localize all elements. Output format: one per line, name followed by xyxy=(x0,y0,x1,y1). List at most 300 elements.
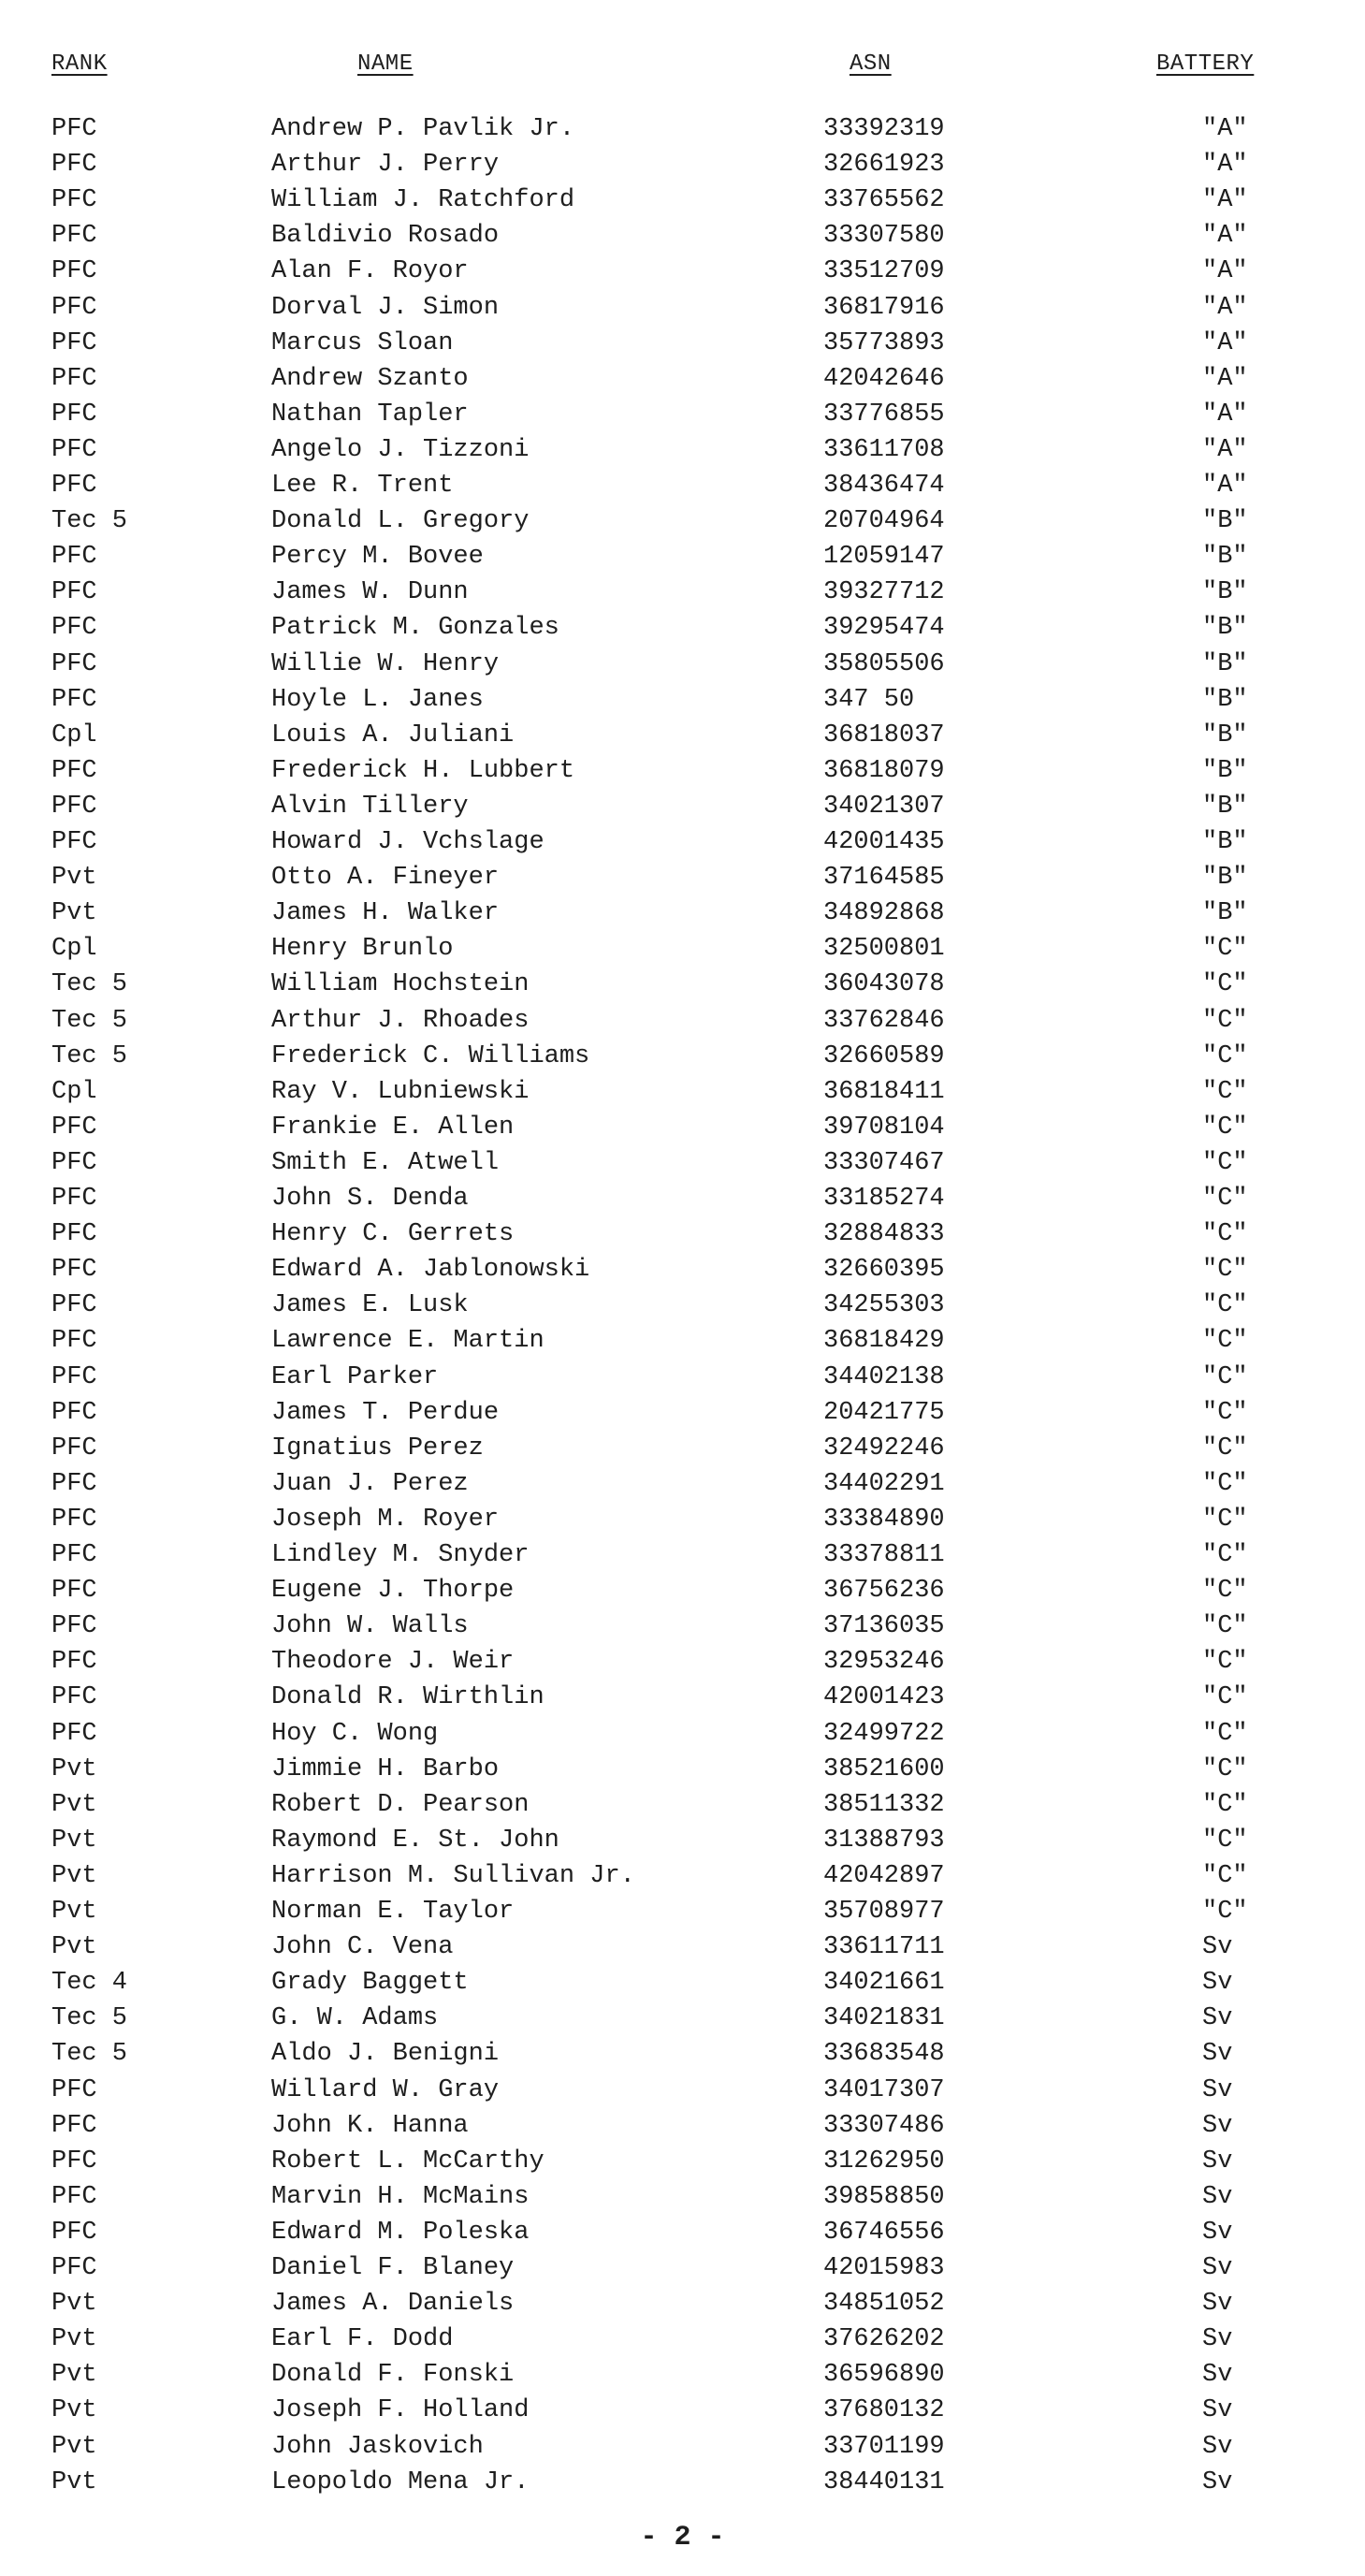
rank-cell: PFC xyxy=(51,328,97,357)
roster-row xyxy=(0,1253,1365,1287)
name-cell: Angelo J. Tizzoni xyxy=(271,435,530,464)
rank-cell: PFC xyxy=(51,1362,97,1391)
name-cell: John S. Denda xyxy=(271,1185,469,1213)
asn-cell: 32660589 xyxy=(823,1041,945,1070)
roster-row xyxy=(0,291,1365,325)
roster-row xyxy=(0,183,1365,217)
rank-cell: PFC xyxy=(51,2111,97,2140)
asn-cell: 36818037 xyxy=(823,720,945,750)
roster-row xyxy=(0,719,1365,752)
asn-cell: 36818411 xyxy=(823,1077,945,1106)
asn-cell: 36596890 xyxy=(823,2361,945,2390)
rank-cell: PFC xyxy=(51,2218,97,2247)
rank-cell: PFC xyxy=(51,1434,97,1463)
roster-row xyxy=(0,2180,1365,2214)
rank-cell: PFC xyxy=(51,400,97,429)
roster-row xyxy=(0,433,1365,467)
name-cell: Joseph M. Royer xyxy=(271,1505,500,1534)
asn-cell: 34021661 xyxy=(823,1969,945,1998)
header-battery: BATTERY xyxy=(1156,51,1255,77)
roster-row xyxy=(0,825,1365,859)
asn-cell: 34402291 xyxy=(823,1469,945,1498)
roster-row xyxy=(0,1324,1365,1358)
name-cell: Theodore J. Weir xyxy=(271,1648,515,1677)
roster-row xyxy=(0,1966,1365,2000)
asn-cell: 33512709 xyxy=(823,257,945,286)
roster-row xyxy=(0,861,1365,895)
rank-cell: PFC xyxy=(51,792,97,821)
name-cell: Ray V. Lubniewski xyxy=(271,1077,530,1106)
battery-cell: "C" xyxy=(1202,1256,1248,1285)
roster-row xyxy=(0,1004,1365,1038)
rank-cell: PFC xyxy=(51,186,97,215)
name-cell: Robert L. McCarthy xyxy=(271,2147,545,2176)
battery-cell: Sv xyxy=(1202,2254,1233,2282)
battery-cell: Sv xyxy=(1202,2432,1233,2461)
battery-cell: "C" xyxy=(1202,1362,1248,1391)
roster-row xyxy=(0,255,1365,288)
header-name: NAME xyxy=(357,51,414,77)
asn-cell: 31388793 xyxy=(823,1826,945,1855)
roster-row xyxy=(0,611,1365,645)
roster-row xyxy=(0,1645,1365,1679)
battery-cell: "C" xyxy=(1202,1148,1248,1177)
battery-cell: "C" xyxy=(1202,1754,1248,1783)
battery-cell: "C" xyxy=(1202,935,1248,964)
name-cell: Norman E. Taylor xyxy=(271,1898,515,1926)
battery-cell: "B" xyxy=(1202,792,1248,821)
page-number: - 2 - xyxy=(640,2522,725,2554)
rank-cell: PFC xyxy=(51,1577,97,1606)
roster-row xyxy=(0,1538,1365,1572)
name-cell: James T. Perdue xyxy=(271,1398,500,1427)
rank-cell: PFC xyxy=(51,2075,97,2104)
name-cell: William Hochstein xyxy=(271,970,530,999)
name-cell: Earl F. Dodd xyxy=(271,2325,454,2354)
rank-cell: Pvt xyxy=(51,1861,97,1890)
asn-cell: 33762846 xyxy=(823,1006,945,1035)
rank-cell: Pvt xyxy=(51,1790,97,1819)
rank-cell: PFC xyxy=(51,1220,97,1249)
roster-row xyxy=(0,1361,1365,1394)
name-cell: James H. Walker xyxy=(271,899,500,928)
battery-cell: Sv xyxy=(1202,2147,1233,2176)
roster-row xyxy=(0,2394,1365,2427)
name-cell: Eugene J. Thorpe xyxy=(271,1577,515,1606)
battery-cell: "A" xyxy=(1202,222,1248,251)
name-cell: Edward M. Poleska xyxy=(271,2218,530,2247)
name-cell: Frederick H. Lubbert xyxy=(271,756,575,785)
asn-cell: 37626202 xyxy=(823,2325,945,2354)
asn-cell: 32499722 xyxy=(823,1719,945,1748)
asn-cell: 32500801 xyxy=(823,935,945,964)
battery-cell: Sv xyxy=(1202,2325,1233,2354)
rank-cell: PFC xyxy=(51,1683,97,1712)
roster-row xyxy=(0,1146,1365,1180)
battery-cell: "B" xyxy=(1202,685,1248,714)
name-cell: William J. Ratchford xyxy=(271,186,575,215)
name-cell: Arthur J. Perry xyxy=(271,151,500,180)
name-cell: Lindley M. Snyder xyxy=(271,1541,530,1569)
name-cell: Louis A. Juliani xyxy=(271,720,515,750)
name-cell: Patrick M. Gonzales xyxy=(271,614,559,643)
battery-cell: "C" xyxy=(1202,1683,1248,1712)
roster-row xyxy=(0,683,1365,717)
roster-row xyxy=(0,1075,1365,1109)
battery-cell: "A" xyxy=(1202,328,1248,357)
roster-row xyxy=(0,790,1365,823)
rank-cell: Pvt xyxy=(51,1754,97,1783)
rank-cell: PFC xyxy=(51,435,97,464)
rank-cell: Tec 5 xyxy=(51,1041,128,1070)
asn-cell: 42042646 xyxy=(823,364,945,393)
asn-cell: 32884833 xyxy=(823,1220,945,1249)
rank-cell: PFC xyxy=(51,1398,97,1427)
rank-cell: PFC xyxy=(51,1505,97,1534)
asn-cell: 36756236 xyxy=(823,1577,945,1606)
roster-row xyxy=(0,2251,1365,2285)
rank-cell: Pvt xyxy=(51,1898,97,1926)
asn-cell: 32953246 xyxy=(823,1648,945,1677)
battery-cell: "C" xyxy=(1202,1185,1248,1213)
rank-cell: Cpl xyxy=(51,1077,97,1106)
rank-cell: PFC xyxy=(51,222,97,251)
asn-cell: 34021307 xyxy=(823,792,945,821)
battery-cell: "C" xyxy=(1202,1077,1248,1106)
header-rank: RANK xyxy=(51,51,108,77)
battery-cell: "C" xyxy=(1202,1398,1248,1427)
name-cell: Hoyle L. Janes xyxy=(271,685,484,714)
name-cell: Grady Baggett xyxy=(271,1969,469,1998)
rank-cell: Pvt xyxy=(51,864,97,893)
rank-cell: Tec 5 xyxy=(51,507,128,536)
rank-cell: PFC xyxy=(51,1113,97,1142)
rank-cell: Tec 4 xyxy=(51,1969,128,1998)
rank-cell: Pvt xyxy=(51,1933,97,1962)
battery-cell: Sv xyxy=(1202,2467,1233,2496)
asn-cell: 35805506 xyxy=(823,649,945,678)
asn-cell: 32661923 xyxy=(823,151,945,180)
asn-cell: 38521600 xyxy=(823,1754,945,1783)
name-cell: Frederick C. Williams xyxy=(271,1041,590,1070)
asn-cell: 42001423 xyxy=(823,1683,945,1712)
battery-cell: Sv xyxy=(1202,2040,1233,2069)
roster-row xyxy=(0,327,1365,360)
name-cell: Harrison M. Sullivan Jr. xyxy=(271,1861,635,1890)
name-cell: Otto A. Fineyer xyxy=(271,864,500,893)
rank-cell: PFC xyxy=(51,1327,97,1356)
name-cell: James A. Daniels xyxy=(271,2290,515,2319)
battery-cell: "C" xyxy=(1202,1648,1248,1677)
name-cell: G. W. Adams xyxy=(271,2004,439,2033)
asn-cell: 42042897 xyxy=(823,1861,945,1890)
battery-cell: "C" xyxy=(1202,1041,1248,1070)
battery-cell: Sv xyxy=(1202,1933,1233,1962)
roster-row xyxy=(0,1432,1365,1465)
name-cell: Edward A. Jablonowski xyxy=(271,1256,590,1285)
roster-row xyxy=(0,2466,1365,2499)
battery-cell: "C" xyxy=(1202,1719,1248,1748)
battery-cell: "A" xyxy=(1202,186,1248,215)
name-cell: Henry Brunlo xyxy=(271,935,454,964)
asn-cell: 37136035 xyxy=(823,1612,945,1641)
asn-cell: 33765562 xyxy=(823,186,945,215)
asn-cell: 38511332 xyxy=(823,1790,945,1819)
roster-row xyxy=(0,1681,1365,1714)
asn-cell: 34017307 xyxy=(823,2075,945,2104)
rank-cell: PFC xyxy=(51,293,97,322)
battery-cell: "B" xyxy=(1202,578,1248,607)
battery-cell: Sv xyxy=(1202,2218,1233,2247)
rank-cell: PFC xyxy=(51,614,97,643)
name-cell: Raymond E. St. John xyxy=(271,1826,559,1855)
battery-cell: "B" xyxy=(1202,828,1248,856)
roster-row xyxy=(0,1788,1365,1822)
name-cell: John W. Walls xyxy=(271,1612,469,1641)
battery-cell: "C" xyxy=(1202,1577,1248,1606)
roster-row xyxy=(0,932,1365,966)
asn-cell: 38440131 xyxy=(823,2467,945,2496)
asn-cell: 33307580 xyxy=(823,222,945,251)
name-cell: Alvin Tillery xyxy=(271,792,469,821)
roster-row xyxy=(0,469,1365,502)
rank-cell: Pvt xyxy=(51,2432,97,2461)
roster-row xyxy=(0,1217,1365,1251)
roster-row xyxy=(0,1182,1365,1215)
name-cell: Donald F. Fonski xyxy=(271,2361,515,2390)
asn-cell: 12059147 xyxy=(823,543,945,572)
name-cell: Smith E. Atwell xyxy=(271,1148,500,1177)
asn-cell: 36818079 xyxy=(823,756,945,785)
asn-cell: 36043078 xyxy=(823,970,945,999)
battery-cell: Sv xyxy=(1202,2111,1233,2140)
asn-cell: 33378811 xyxy=(823,1541,945,1569)
rank-cell: Cpl xyxy=(51,720,97,750)
battery-cell: Sv xyxy=(1202,1969,1233,1998)
name-cell: Ignatius Perez xyxy=(271,1434,484,1463)
asn-cell: 347 50 xyxy=(823,685,915,714)
name-cell: John Jaskovich xyxy=(271,2432,484,2461)
name-cell: Henry C. Gerrets xyxy=(271,1220,515,1249)
roster-row xyxy=(0,2322,1365,2356)
asn-cell: 35773893 xyxy=(823,328,945,357)
asn-cell: 33392319 xyxy=(823,115,945,143)
roster-row xyxy=(0,1040,1365,1073)
name-cell: Donald R. Wirthlin xyxy=(271,1683,545,1712)
roster-row xyxy=(0,896,1365,930)
battery-cell: "C" xyxy=(1202,1006,1248,1035)
roster-row xyxy=(0,112,1365,146)
roster-row xyxy=(0,754,1365,788)
battery-cell: "C" xyxy=(1202,1505,1248,1534)
battery-cell: "C" xyxy=(1202,1469,1248,1498)
battery-cell: "B" xyxy=(1202,543,1248,572)
roster-row xyxy=(0,1396,1365,1430)
rank-cell: Pvt xyxy=(51,2467,97,2496)
roster-row xyxy=(0,504,1365,538)
name-cell: Daniel F. Blaney xyxy=(271,2254,515,2282)
name-cell: Juan J. Perez xyxy=(271,1469,469,1498)
asn-cell: 42015983 xyxy=(823,2254,945,2282)
roster-row xyxy=(0,2358,1365,2392)
asn-cell: 42001435 xyxy=(823,828,945,856)
rank-cell: PFC xyxy=(51,2182,97,2211)
name-cell: Marcus Sloan xyxy=(271,328,454,357)
asn-cell: 34255303 xyxy=(823,1291,945,1320)
roster-row xyxy=(0,540,1365,574)
battery-cell: "B" xyxy=(1202,899,1248,928)
name-cell: Marvin H. McMains xyxy=(271,2182,530,2211)
battery-cell: Sv xyxy=(1202,2004,1233,2033)
rank-cell: Pvt xyxy=(51,1826,97,1855)
battery-cell: Sv xyxy=(1202,2075,1233,2104)
name-cell: Robert D. Pearson xyxy=(271,1790,530,1819)
battery-cell: "B" xyxy=(1202,649,1248,678)
battery-cell: "C" xyxy=(1202,1861,1248,1890)
roster-row xyxy=(0,648,1365,681)
battery-cell: "C" xyxy=(1202,1291,1248,1320)
name-cell: Donald L. Gregory xyxy=(271,507,530,536)
rank-cell: PFC xyxy=(51,828,97,856)
asn-cell: 33611711 xyxy=(823,1933,945,1962)
battery-cell: "C" xyxy=(1202,1220,1248,1249)
rank-cell: Tec 5 xyxy=(51,2004,128,2033)
header-asn: ASN xyxy=(849,51,892,77)
roster-row xyxy=(0,2145,1365,2178)
roster-row xyxy=(0,1574,1365,1608)
asn-cell: 39327712 xyxy=(823,578,945,607)
roster-row xyxy=(0,1111,1365,1144)
roster-row xyxy=(0,2074,1365,2107)
rank-cell: PFC xyxy=(51,115,97,143)
asn-cell: 20421775 xyxy=(823,1398,945,1427)
rank-cell: PFC xyxy=(51,2254,97,2282)
battery-cell: "C" xyxy=(1202,1790,1248,1819)
roster-row xyxy=(0,2037,1365,2071)
name-cell: Willie W. Henry xyxy=(271,649,500,678)
battery-cell: "A" xyxy=(1202,115,1248,143)
roster-row xyxy=(0,1859,1365,1893)
rank-cell: PFC xyxy=(51,1719,97,1748)
name-cell: Andrew P. Pavlik Jr. xyxy=(271,115,575,143)
asn-cell: 36818429 xyxy=(823,1327,945,1356)
name-cell: John K. Hanna xyxy=(271,2111,469,2140)
rank-cell: Pvt xyxy=(51,2290,97,2319)
roster-row xyxy=(0,2216,1365,2249)
asn-cell: 39858850 xyxy=(823,2182,945,2211)
rank-cell: PFC xyxy=(51,1612,97,1641)
roster-row xyxy=(0,1895,1365,1928)
name-cell: Hoy C. Wong xyxy=(271,1719,439,1748)
rank-cell: PFC xyxy=(51,151,97,180)
asn-cell: 33611708 xyxy=(823,435,945,464)
roster-row xyxy=(0,2001,1365,2035)
name-cell: Howard J. Vchslage xyxy=(271,828,545,856)
name-cell: Joseph F. Holland xyxy=(271,2396,530,2425)
battery-cell: "C" xyxy=(1202,1434,1248,1463)
asn-cell: 39708104 xyxy=(823,1113,945,1142)
asn-cell: 33776855 xyxy=(823,400,945,429)
asn-cell: 36746556 xyxy=(823,2218,945,2247)
battery-cell: "A" xyxy=(1202,400,1248,429)
asn-cell: 34021831 xyxy=(823,2004,945,2033)
name-cell: Willard W. Gray xyxy=(271,2075,500,2104)
rank-cell: Tec 5 xyxy=(51,970,128,999)
roster-row xyxy=(0,2109,1365,2143)
asn-cell: 32660395 xyxy=(823,1256,945,1285)
battery-cell: "C" xyxy=(1202,970,1248,999)
roster-row xyxy=(0,1824,1365,1857)
roster-row xyxy=(0,2287,1365,2321)
battery-cell: Sv xyxy=(1202,2361,1233,2390)
rank-cell: Pvt xyxy=(51,899,97,928)
name-cell: Leopoldo Mena Jr. xyxy=(271,2467,530,2496)
rank-cell: Pvt xyxy=(51,2361,97,2390)
rank-cell: PFC xyxy=(51,756,97,785)
asn-cell: 34892868 xyxy=(823,899,945,928)
rank-cell: PFC xyxy=(51,1291,97,1320)
battery-cell: "C" xyxy=(1202,1327,1248,1356)
rank-cell: Pvt xyxy=(51,2396,97,2425)
roster-row xyxy=(0,1930,1365,1964)
rank-cell: PFC xyxy=(51,1469,97,1498)
battery-cell: "B" xyxy=(1202,614,1248,643)
rank-cell: Pvt xyxy=(51,2325,97,2354)
asn-cell: 38436474 xyxy=(823,472,945,500)
roster-row xyxy=(0,1467,1365,1501)
battery-cell: Sv xyxy=(1202,2396,1233,2425)
asn-cell: 39295474 xyxy=(823,614,945,643)
asn-cell: 37164585 xyxy=(823,864,945,893)
battery-cell: "B" xyxy=(1202,864,1248,893)
roster-row xyxy=(0,2430,1365,2464)
asn-cell: 33683548 xyxy=(823,2040,945,2069)
battery-cell: Sv xyxy=(1202,2290,1233,2319)
asn-cell: 34402138 xyxy=(823,1362,945,1391)
asn-cell: 33384890 xyxy=(823,1505,945,1534)
rank-cell: PFC xyxy=(51,578,97,607)
name-cell: Arthur J. Rhoades xyxy=(271,1006,530,1035)
roster-row xyxy=(0,362,1365,396)
battery-cell: "C" xyxy=(1202,1826,1248,1855)
asn-cell: 34851052 xyxy=(823,2290,945,2319)
name-cell: James W. Dunn xyxy=(271,578,469,607)
name-cell: Percy M. Bovee xyxy=(271,543,484,572)
asn-cell: 33701199 xyxy=(823,2432,945,2461)
name-cell: Lawrence E. Martin xyxy=(271,1327,545,1356)
roster-row xyxy=(0,1288,1365,1322)
roster-row xyxy=(0,1609,1365,1643)
battery-cell: "B" xyxy=(1202,507,1248,536)
rank-cell: PFC xyxy=(51,1185,97,1213)
name-cell: Frankie E. Allen xyxy=(271,1113,515,1142)
name-cell: Earl Parker xyxy=(271,1362,439,1391)
rank-cell: PFC xyxy=(51,685,97,714)
battery-cell: "B" xyxy=(1202,720,1248,750)
name-cell: Nathan Tapler xyxy=(271,400,469,429)
battery-cell: "A" xyxy=(1202,435,1248,464)
battery-cell: "A" xyxy=(1202,472,1248,500)
battery-cell: "A" xyxy=(1202,364,1248,393)
battery-cell: "C" xyxy=(1202,1541,1248,1569)
asn-cell: 20704964 xyxy=(823,507,945,536)
rank-cell: Tec 5 xyxy=(51,1006,128,1035)
rank-cell: PFC xyxy=(51,1256,97,1285)
name-cell: John C. Vena xyxy=(271,1933,454,1962)
roster-row xyxy=(0,148,1365,182)
roster-row xyxy=(0,1753,1365,1786)
rank-cell: PFC xyxy=(51,364,97,393)
